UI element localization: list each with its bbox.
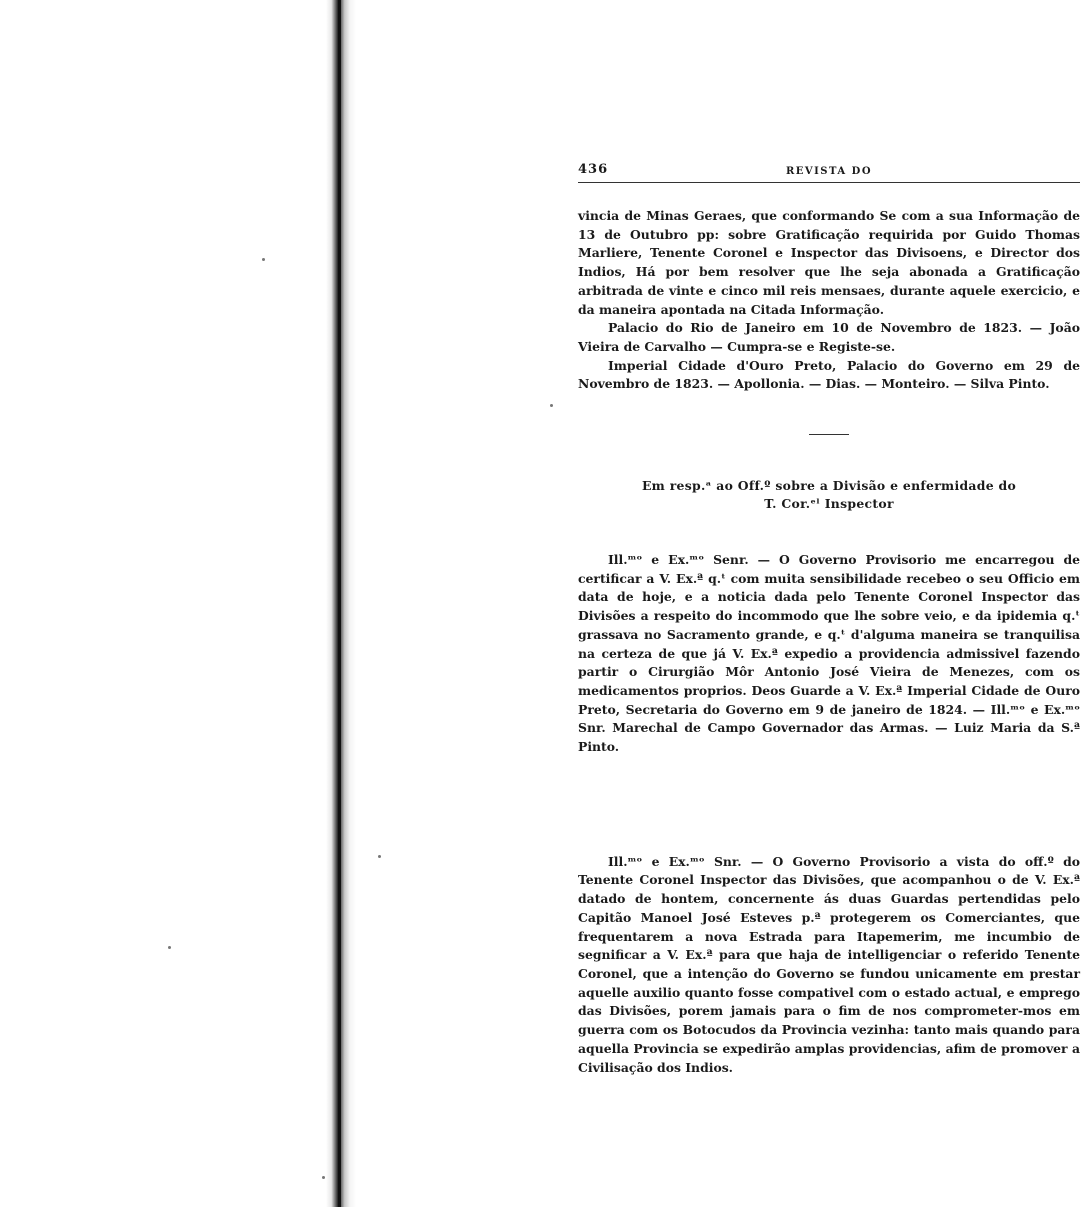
letter-heading-line1: Em resp.ᵃ ao Off.º sobre a Divisão e enfermidade do [641, 478, 1017, 494]
letter-heading [578, 477, 1080, 513]
decree-paragraph: vincia de Minas Geraes, que conformando Se com a sua Informação de 13 de Outubro pp: sobre Gratificação requirida por Guido Thomas Marliere, Tenente Coronel e Inspector das Divisoens, e Director dos Indios, Há por bem resolver que lhe seja abonada a Gratificação arbitrada de vinte e cinco mil reis mensaes, durante aquele exercicio, e da maneira apontada na Citada Informação. [578, 208, 1080, 317]
section-letter-1 [578, 551, 1080, 757]
paper-speck [378, 855, 381, 858]
page-header [578, 158, 1080, 183]
book-gutter [326, 0, 356, 1207]
gutter-shadow-line [338, 0, 341, 1207]
page-number: 436 [578, 162, 609, 177]
paper-speck [168, 946, 171, 949]
book-page [578, 158, 1080, 1077]
decree-registration: Imperial Cidade d'Ouro Preto, Palacio do Governo em 29 de Novembro de 1823. — Apollonia. — Dias. — Monteiro. — Silva Pinto. [578, 357, 1080, 392]
letter-1-paragraph: Ill.ᵐᵒ e Ex.ᵐᵒ Senr. — O Governo Provisorio me encarregou de certificar a V. Ex.ª q.ᵗ com muita sensibilidade recebeo o seu Officio em data de hoje, e a noticia dada pelo Tenente Coronel Inspector das Divisões a respeito do incommodo que lhe sobre veio, e da ipidemia q.ᵗ grassava no Sacramento grande, e q.ᵗ d'alguma maneira se tranquilisa na certeza de que já V. Ex.ª expedio a providencia admissivel fazendo partir o Cirurgião Môr Antonio José Vieira de Menezes, com os medicamentos proprios. Deos Guarde a V. Ex.ª Imperial Cidade de Ouro Preto, Secretaria do Governo em 9 de janeiro de 1824. — Ill.ᵐᵒ e Ex.ᵐᵒ Snr. Marechal de Campo Governador das Armas. — Luiz Maria da S.ª Pinto. [578, 552, 1080, 755]
paper-speck [550, 404, 553, 407]
letter-2-paragraph: Ill.ᵐᵒ e Ex.ᵐᵒ Snr. — O Governo Provisorio a vista do off.º do Tenente Coronel Inspector das Divisões, que acompanhou o de V. Ex.ª datado de hontem, concernente ás duas Guardas pertendidas pelo Capitão Manoel José Esteves p.ª protegerem os Comerciantes, que frequentarem a nova Estrada para Itapemerim, me incumbio de segnificar a V. Ex.ª para que haja de intelligenciar o referido Tenente Coronel, que a intenção do Governo se fundou unicamente em prestar aquelle auxilio quanto fosse compativel com o estado actual, e emprego das Divisões, porem jamais para o fim de nos comprometer-mos em guerra com os Botocudos da Provincia vezinha: tanto mais quando para aquella Provincia se expedirão amplas providencias, afim de promover a Civilisação dos Indios. [578, 853, 1080, 1075]
section-separator [809, 434, 849, 435]
decree-dateline: Palacio do Rio de Janeiro em 10 de Novembro de 1823. — João Vieira de Carvalho — Cumpra-se e Registe-se. [578, 320, 1080, 354]
section-letter-2 [578, 853, 1080, 1077]
paper-speck [262, 258, 265, 261]
letter-heading-line2: T. Cor.ᵉˡ Inspector [764, 496, 894, 512]
paper-speck [322, 1176, 325, 1179]
section-decree [578, 207, 1080, 394]
running-title: REVISTA DO [785, 166, 873, 177]
